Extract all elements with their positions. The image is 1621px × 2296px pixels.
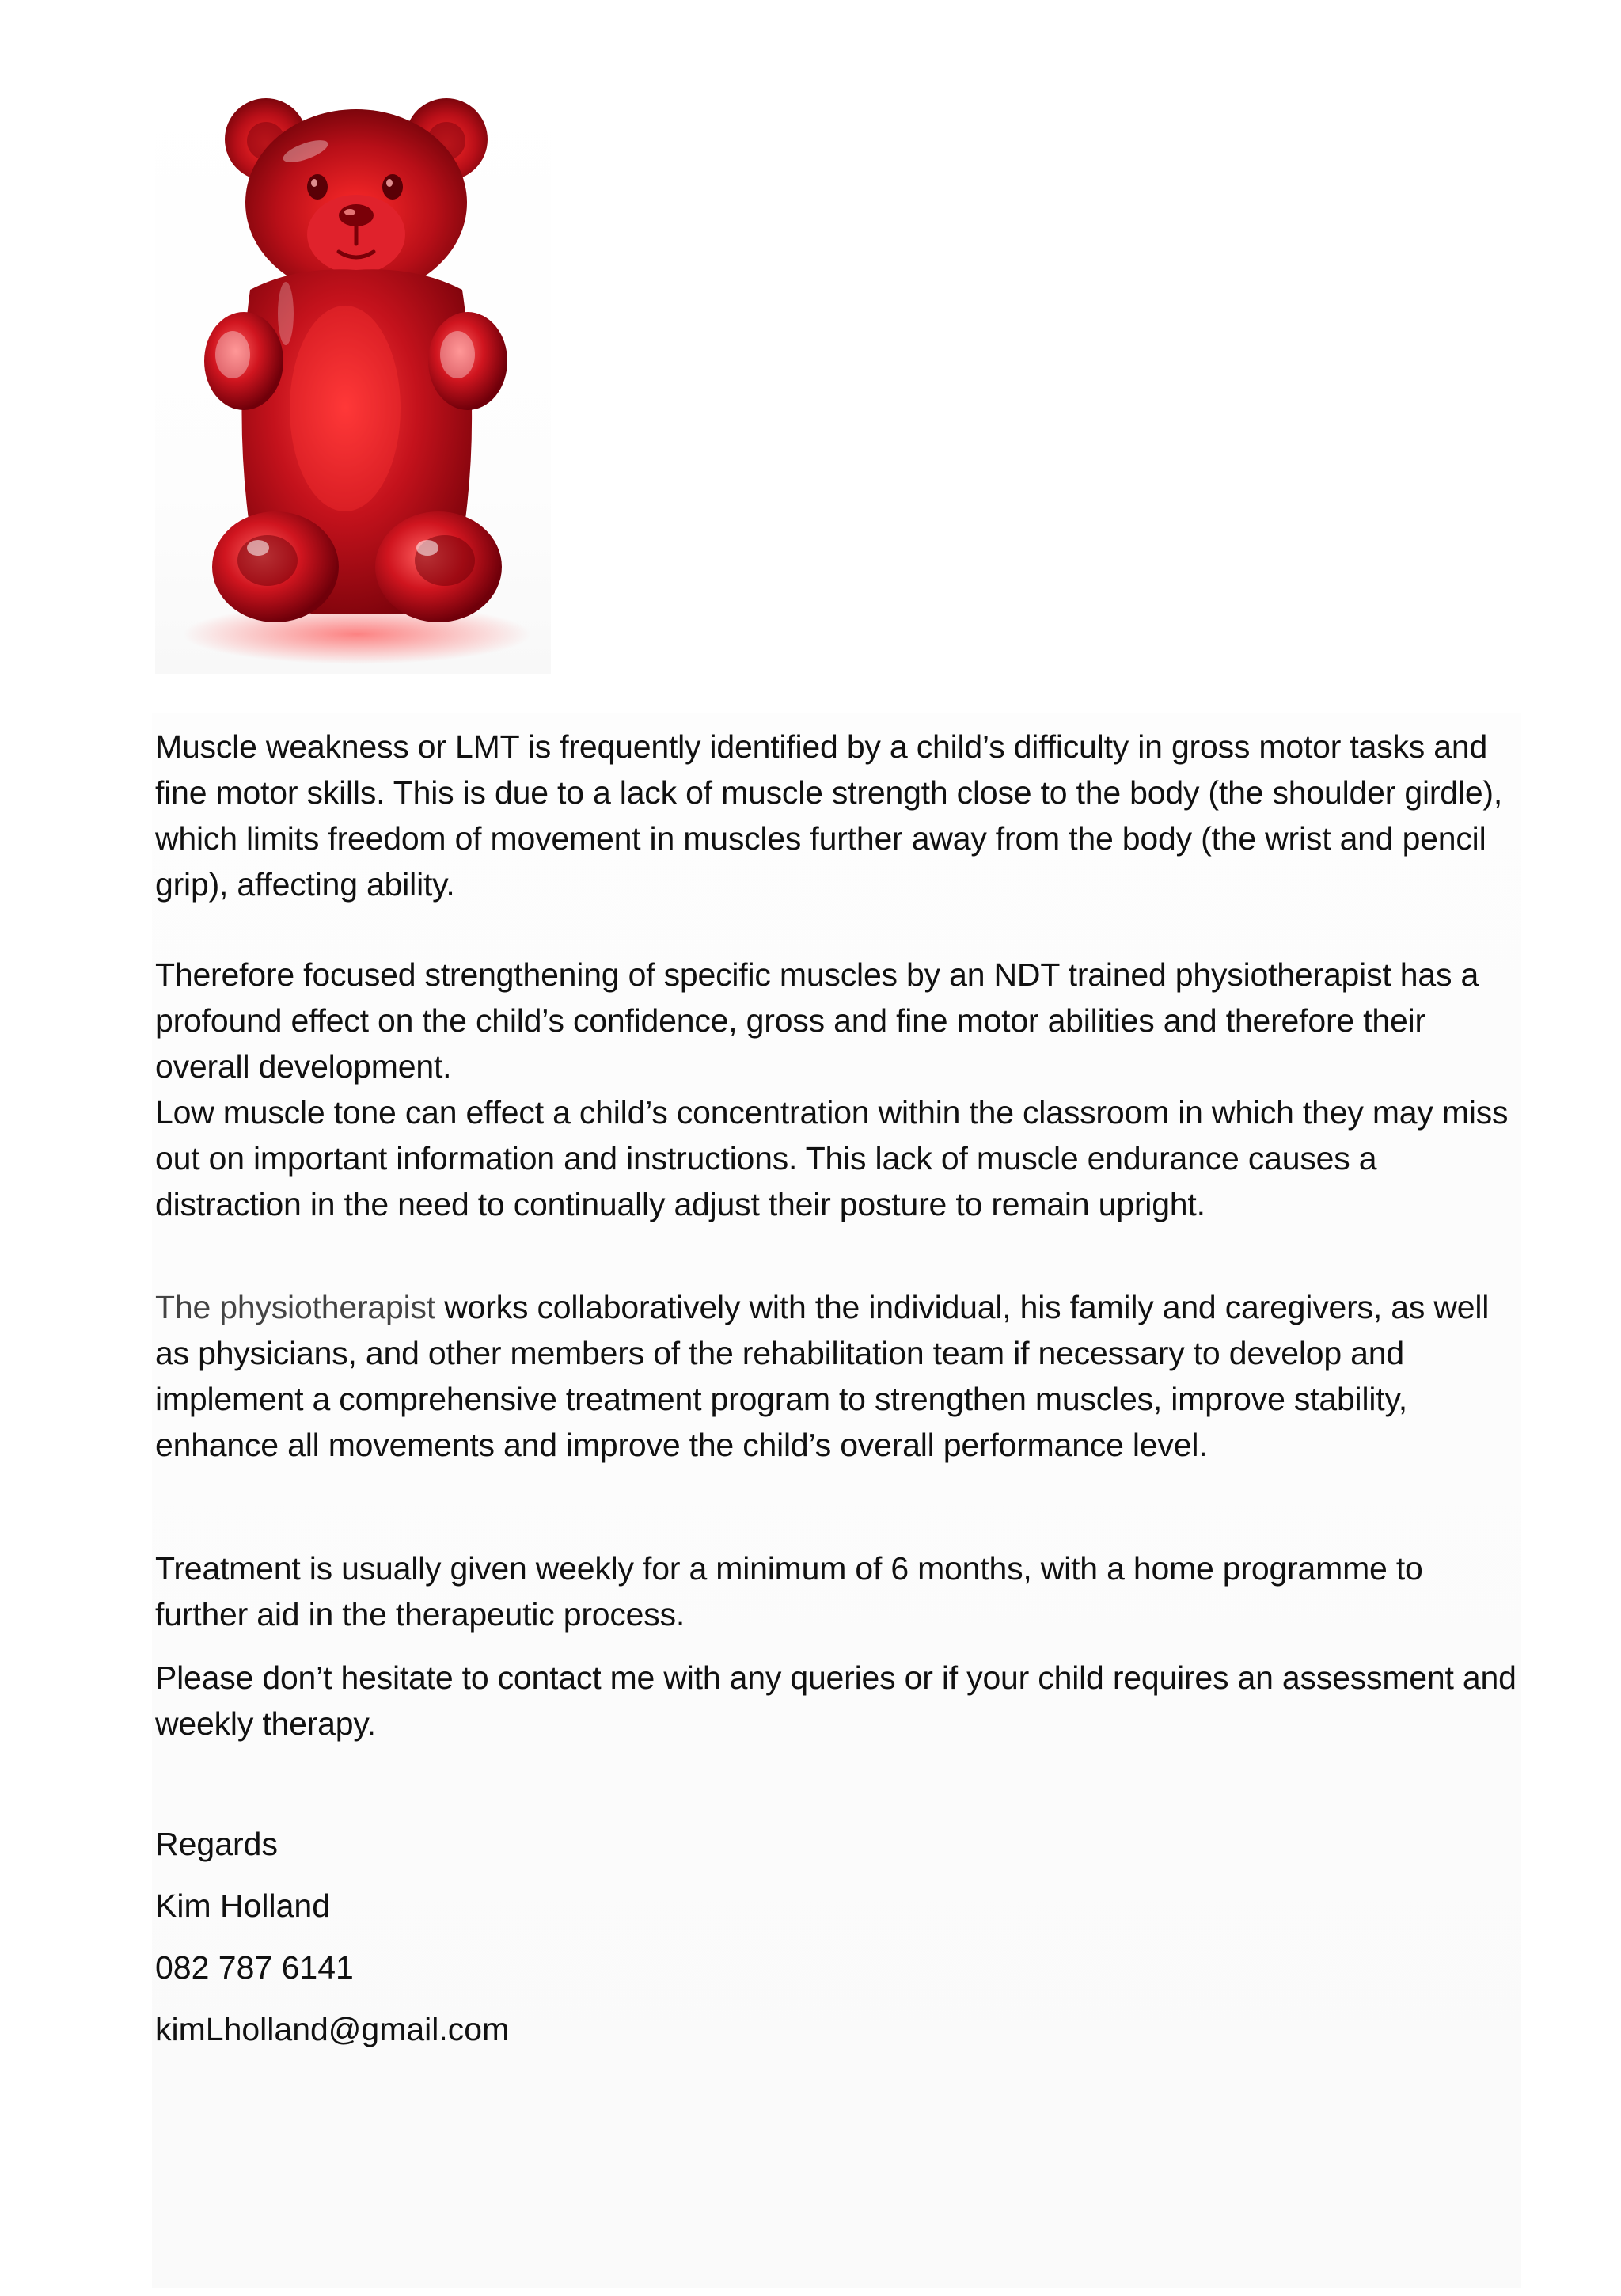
paragraph-strengthening bbox=[155, 952, 1517, 1227]
paragraph-text: Please don’t hesitate to contact me with any queries or if your child requires an assessment and weekly therapy. bbox=[155, 1659, 1517, 1742]
bear-right-eye bbox=[382, 174, 403, 200]
paragraph-text: Low muscle tone can effect a child’s concentration within the classroom in which they may miss out on important information and instructions. This lack of muscle endurance causes a distraction in the need to continually adjust their posture to remain upright. bbox=[155, 1094, 1509, 1222]
paragraph-lead: The physiotherapist bbox=[155, 1289, 436, 1325]
paragraph-treatment bbox=[155, 1545, 1517, 1637]
signature-phone: 082 787 6141 bbox=[155, 1949, 354, 1986]
signature-closing: Regards bbox=[155, 1826, 278, 1862]
bear-left-eye bbox=[307, 174, 328, 200]
gummy-bear-image bbox=[155, 76, 551, 674]
signature-name: Kim Holland bbox=[155, 1887, 331, 1924]
paragraph-text: Treatment is usually given weekly for a minimum of 6 months, with a home programme to further aid in the therapeutic process. bbox=[155, 1550, 1423, 1633]
paragraph-text: Therefore focused strengthening of specific muscles by an NDT trained physiotherapist has a profound effect on the child’s confidence, gross and fine motor abilities and therefore their overall development. bbox=[155, 956, 1479, 1085]
paragraph-text bbox=[155, 1284, 1517, 1468]
signature-email: kimLholland@gmail.com bbox=[155, 2011, 510, 2047]
bear-nose bbox=[339, 204, 374, 226]
paragraph-physiotherapist bbox=[155, 1284, 1517, 1468]
paragraph-rest: works collaboratively with the individual, his family and caregivers, as well as physicians, and other members of the rehabilitation team if necessary to develop and implement a comprehensive treatment program to strengthen muscles, improve stability, enhance all movements and improve the child’s overall performance level. bbox=[155, 1289, 1490, 1463]
paragraph-muscle-weakness bbox=[155, 724, 1517, 907]
paragraph-contact bbox=[155, 1655, 1517, 1747]
gummy-bear-illustration bbox=[155, 76, 551, 674]
paragraph-text: Muscle weakness or LMT is frequently identified by a child’s difficulty in gross motor tasks and fine motor skills. This is due to a lack of muscle strength close to the body (the shoulder girdle), which limits freedom of movement in muscles further away from the body (the wrist and pencil grip), affecting ability. bbox=[155, 728, 1503, 903]
